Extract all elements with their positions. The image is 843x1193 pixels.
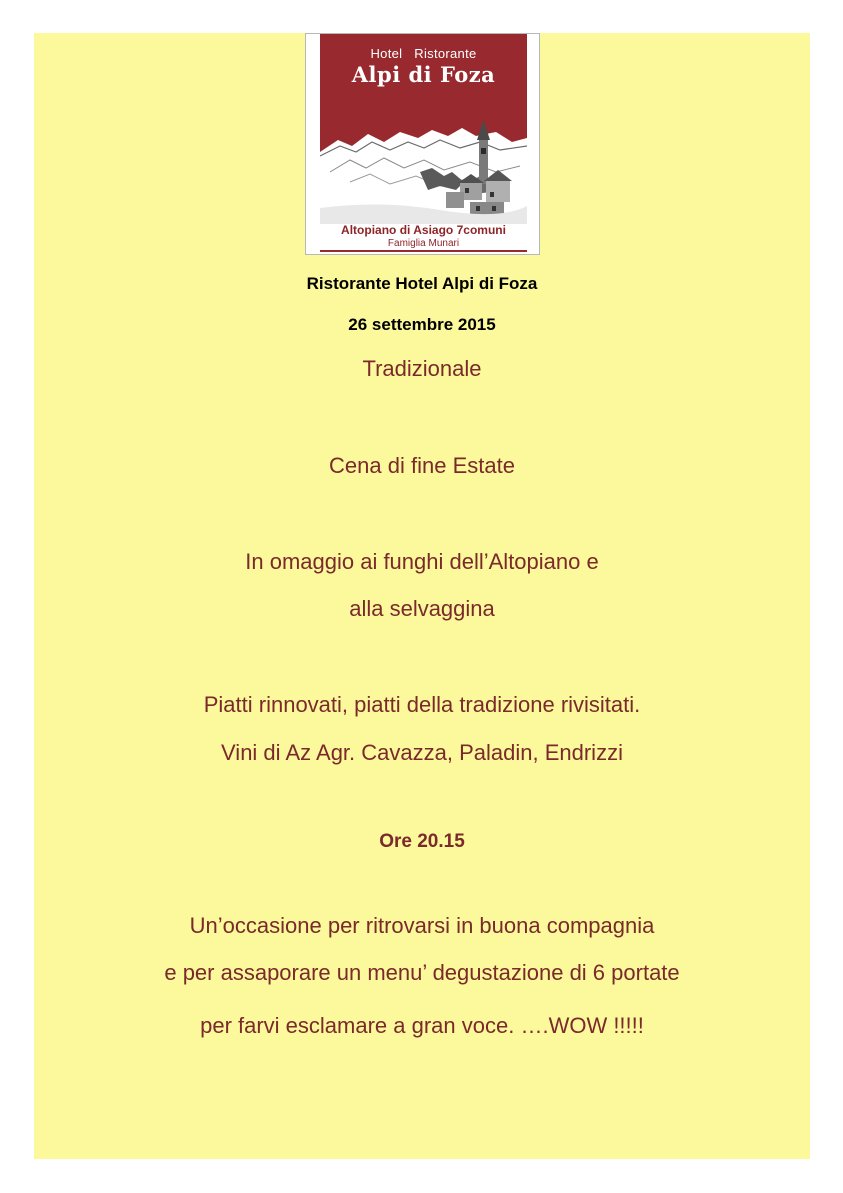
event-title: Cena di fine Estate bbox=[329, 453, 515, 478]
dishes-line: Piatti rinnovati, piatti della tradizione rivisitati. bbox=[203, 692, 641, 717]
logo-bottom-rule bbox=[320, 250, 527, 252]
logo-name: Alpi di Foza bbox=[351, 62, 496, 87]
theme-line-1: In omaggio ai funghi dell’Altopiano e bbox=[245, 549, 599, 574]
logo-hotel-word: Hotel bbox=[370, 46, 403, 61]
closing-line-3: per farvi esclamare a gran voce. ….WOW !!!!! bbox=[200, 1013, 644, 1038]
logo-top-line bbox=[320, 46, 527, 61]
closing-line-2: e per assaporare un menu’ degustazione di 6 portate bbox=[164, 960, 680, 985]
wines-line: Vini di Az Agr. Cavazza, Paladin, Endrizzi bbox=[221, 740, 623, 765]
event-date: 26 settembre 2015 bbox=[348, 315, 496, 334]
hotel-logo bbox=[305, 33, 540, 255]
closing-line-1: Un’occasione per ritrovarsi in buona compagnia bbox=[189, 913, 655, 938]
mountain-village-illustration bbox=[320, 112, 527, 224]
venue-title: Ristorante Hotel Alpi di Foza bbox=[306, 274, 538, 293]
logo-ristorante-word: Ristorante bbox=[414, 46, 477, 61]
menu-category: Tradizionale bbox=[362, 356, 482, 381]
logo-subtitle: Altopiano di Asiago 7comuni bbox=[341, 223, 506, 237]
theme-line-2: alla selvaggina bbox=[349, 596, 495, 621]
logo-family: Famiglia Munari bbox=[387, 238, 460, 249]
event-time: Ore 20.15 bbox=[379, 831, 465, 852]
